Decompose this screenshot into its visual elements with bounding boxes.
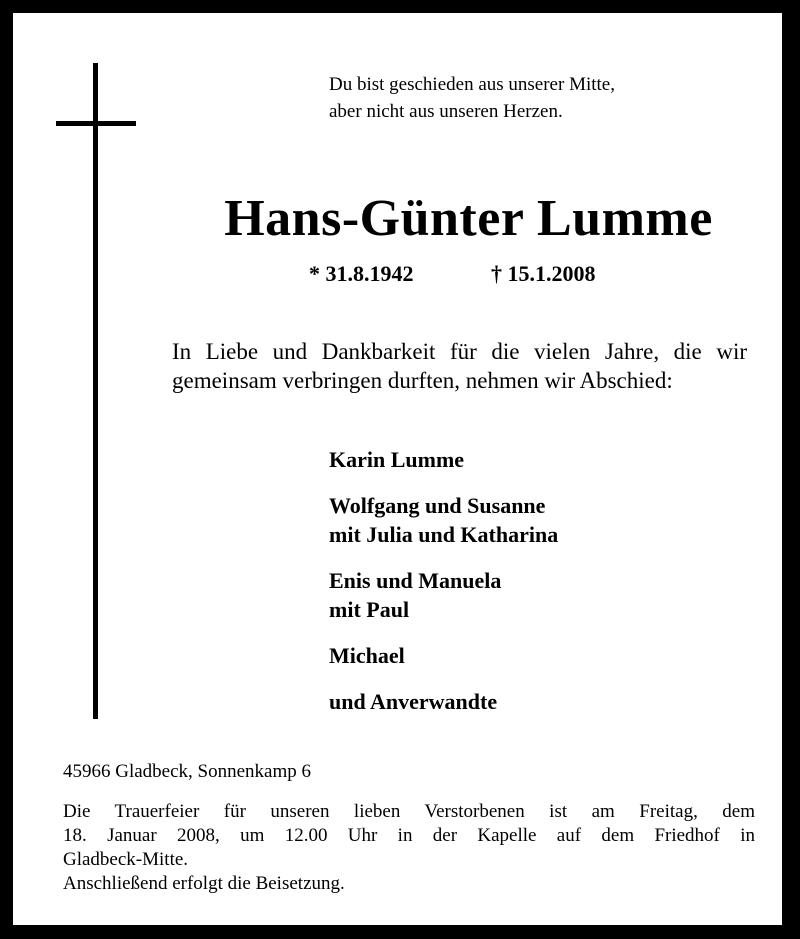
funeral-info	[63, 800, 755, 896]
mourner-name: Enis und Manuela	[329, 568, 502, 593]
funeral-line: Die Trauerfeier für unseren lieben Verstorbenen ist am Freitag, dem	[63, 801, 755, 822]
intro-text: In Liebe und Dankbarkeit für die vielen Jahre, die wir gemeinsam verbringen durften, nehmen wir Abschied:	[172, 339, 747, 393]
mourner-name: mit Paul	[329, 597, 410, 622]
mourner-name: Karin Lumme	[329, 447, 465, 472]
mourner-name: Michael	[329, 643, 405, 668]
cross-icon-bar	[56, 121, 136, 126]
mourner-group	[329, 641, 769, 670]
birth-date: * 31.8.1942	[309, 261, 414, 286]
mourner-name: und Anverwandte	[329, 689, 498, 714]
mourner-group	[329, 687, 769, 716]
mourners-list	[329, 445, 769, 733]
mourner-group	[329, 445, 769, 474]
motto-line: Du bist geschieden aus unserer Mitte,	[329, 74, 615, 95]
mourner-group	[329, 566, 769, 624]
funeral-line: Gladbeck-Mitte.	[63, 849, 189, 870]
cross-icon	[93, 63, 98, 719]
motto-line: aber nicht aus unseren Herzen.	[329, 101, 563, 122]
deceased-name: Hans-Günter Lumme	[224, 190, 713, 247]
death-date: † 15.1.2008	[491, 261, 596, 286]
funeral-line: 18. Januar 2008, um 12.00 Uhr in der Kapelle auf dem Friedhof in	[63, 825, 755, 846]
mourner-group	[329, 491, 769, 549]
address: 45966 Gladbeck, Sonnenkamp 6	[63, 761, 312, 782]
funeral-line: Anschließend erfolgt die Beisetzung.	[63, 873, 345, 894]
mourner-name: Wolfgang und Susanne	[329, 493, 546, 518]
motto	[329, 71, 749, 125]
mourner-name: mit Julia und Katharina	[329, 522, 559, 547]
